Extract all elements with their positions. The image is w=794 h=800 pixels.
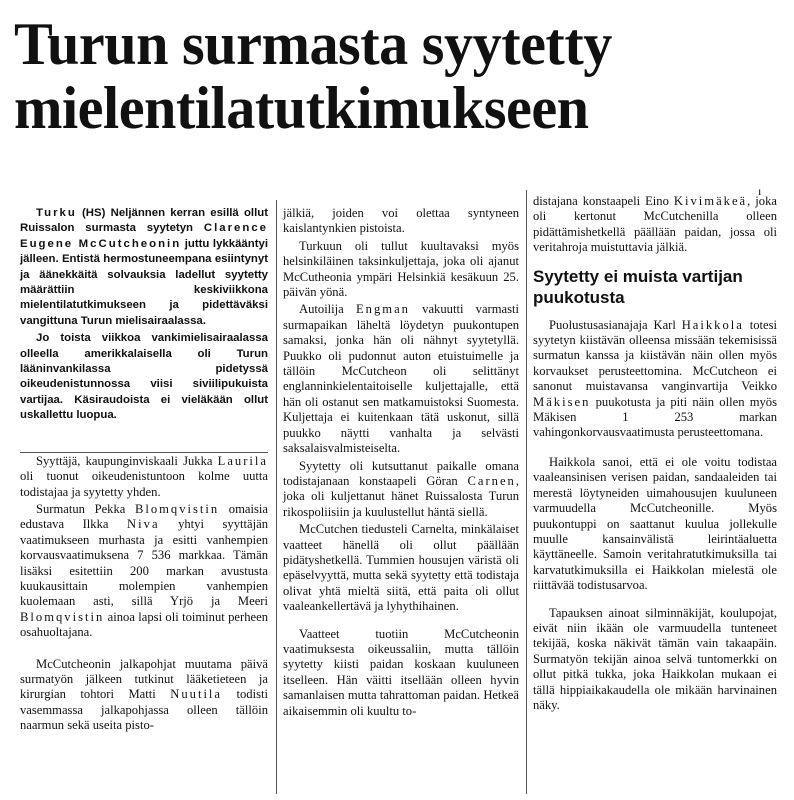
body-paragraph: Syytetty oli kutsuttanut paikalle omana todistajanaan konstaapeli Göran Carnen, joka oli kuljettanut hänet Ruissalosta Turun rikospoliisiin ja kuulustellut häntä siellä. bbox=[283, 458, 519, 519]
body-paragraph: McCutchen tiedusteli Carnelta, minkälaiset vaatteet hänellä oli ollut päällään pidätyshetkellä. Tummien housujen väristä oli epäselvyyttä, mutta sekä syytetty että todistaja olivat yhtä mieltä siitä, että paita oli ollut vaaleankellertävä ja lyhythihainen. bbox=[283, 522, 519, 614]
body-paragraph: Turkuun oli tullut kuultavaksi myös helsinkiläinen taksinkuljettaja, joka oli ajanut McCutheonia ympäri Helsinkiä kesäkuun 25. päivän yönä. bbox=[283, 238, 519, 300]
body-paragraph: Surmatun Pekka Blomqvistin omaisia edustava Ilkka Niva yhtyi syyttäjän vaatimukseen murhasta ja esitti vanhempien korvausvaatimuksena 7 536 markkaa. Tämän lisäksi esitettiin 200 markan avustusta kuukausittain molempien vanhempien kuolemaan asti, sillä Yrjö ja Meeri Blomqvistin ainoa lapsi oli toiminut perheen osahuoltajana. bbox=[20, 501, 268, 640]
body-paragraph: distajana konstaapeli Eino Kivimäkeä, joka oli kertonut McCutchenilla olleen pidättämishetkellä päällään paidan, jossa oli veritahroja muistuttavia jälkiä. bbox=[533, 194, 777, 255]
body-paragraph: Autoilija Engman vakuutti varmasti surmapaikan läheltä löydetyn puukontupen samaksi, jonka hän oli nähnyt syytetyllä. Puukko oli pudonnut auton etuistuimelle ja tällöin McCutcheon oli selittänyt englanninkielentaitoiselle kuljettajalle, että hän oli ostanut sen matkamuistoksi Suomesta. Kuljettaja ei kuitenkaan tätä uskonut, sillä puukko näytti vanhalta ja selvästi saksalaisvalmisteiselta. bbox=[283, 302, 520, 456]
lead-paragraph: Turku (HS) Neljännen kerran esillä ollut Ruissalon surmasta syytetyn Clarence Eugene McCutcheonin juttu lykkääntyi jälleen. Entistä hermostuneempana esiintynyt ja äänekkäitä solvauksia ladellut syytetty määrättiin keskiviikkona mielentilatutkimukseen ja pidettäväksi vangittuna Turun mielisairaalassa. bbox=[20, 207, 268, 327]
subheading: Syytetty ei muista vartijan puukotusta bbox=[533, 266, 743, 307]
article-column-1 bbox=[20, 206, 268, 736]
article-column-2 bbox=[283, 206, 519, 721]
column-mark: ı bbox=[758, 184, 762, 198]
lead-paragraph-2: Jo toista viikkoa vankimielisairaalassa olleella amerikkalaisella oli Turun lääninvankilassa pidetyssä oikeudenistunnossa viisi siviilipukuista vartijaa. Käsiraudoista ei vieläkään ollut uskallettu luopua. bbox=[20, 332, 268, 422]
body-paragraph: Syyttäjä, kaupunginviskaali Jukka Laurila oli tuonut oikeudenistuntoon kolme uutta todistajaa ja syytetty yhden. bbox=[20, 453, 268, 499]
body-paragraph: Vaatteet tuotiin McCutcheonin vaatimuksesta oikeussaliin, mutta tällöin syytetty kiisti paidan koskaan kuuluneen itselleen. Hän väitti itsellään olleen hyvin samanlaisen mutta tahrattoman paidan. Hetkeä aikaisemmin oli kuultu to- bbox=[283, 626, 519, 718]
body-paragraph: McCutcheonin jalkapohjat muutama päivä surmatyön jälkeen tutkinut lääketieteen ja kirurgian tohtori Matti Nuutila todisti vasemmassa jalkapohjassa olleen tällöin naarmun sekä useita pisto- bbox=[20, 656, 269, 733]
lead-divider bbox=[20, 452, 268, 453]
body-paragraph: Haikkola sanoi, että ei ole voitu todistaa vaaleansinisen verisen paidan, sandaaleiden tai merestä löytyneiden uimahousujen kuuluneen varmuudella McCutcheonille. Myös puukontuppi on saattanut kuulua jollekulle muulle kansainvälistä leirintäaluetta käyttäneelle. Samoin veritahratutkimuksilla tai karvatutkimuksilla ei Haikkolan mielestä ole riittävää todistusarvoa. bbox=[533, 454, 777, 593]
article-column-3 bbox=[533, 194, 777, 715]
headline: Turun surmasta syytetty mielentilatutkimukseen bbox=[14, 11, 612, 141]
body-paragraph: Tapauksen ainoat silminnäkijät, koulupojat, eivät niin ikään ole varmuudella tunteneet tekijää, koska näkivät tämän vain takaapäin. Surmatyön tekijän ainoa selvä tuntomerkki on ollut pitkä tukka, joka Haikkolan mukaan ei tällä hippiaikakaudella ole mikään harvinainen näky. bbox=[533, 605, 777, 712]
column-rule-2 bbox=[526, 190, 527, 794]
body-paragraph: Puolustusasianajaja Karl Haikkola totesi syytetyn kiistävän olleensa missään tekemisissä surmatun kanssa ja kiistävän näin ollen myös korvaukset perusteettomina. McCutcheon ei sanonut muistavansa vanginvartija Veikko Mäkisen puukotusta ja piti näin ollen myös Mäkisen 1 253 markan vahingonkorvausvaatimusta perusteettomana. bbox=[533, 317, 778, 440]
body-paragraph: jälkiä, joiden voi olettaa syntyneen kaislantynkien pistoista. bbox=[283, 206, 519, 236]
column-rule-1 bbox=[276, 200, 277, 794]
